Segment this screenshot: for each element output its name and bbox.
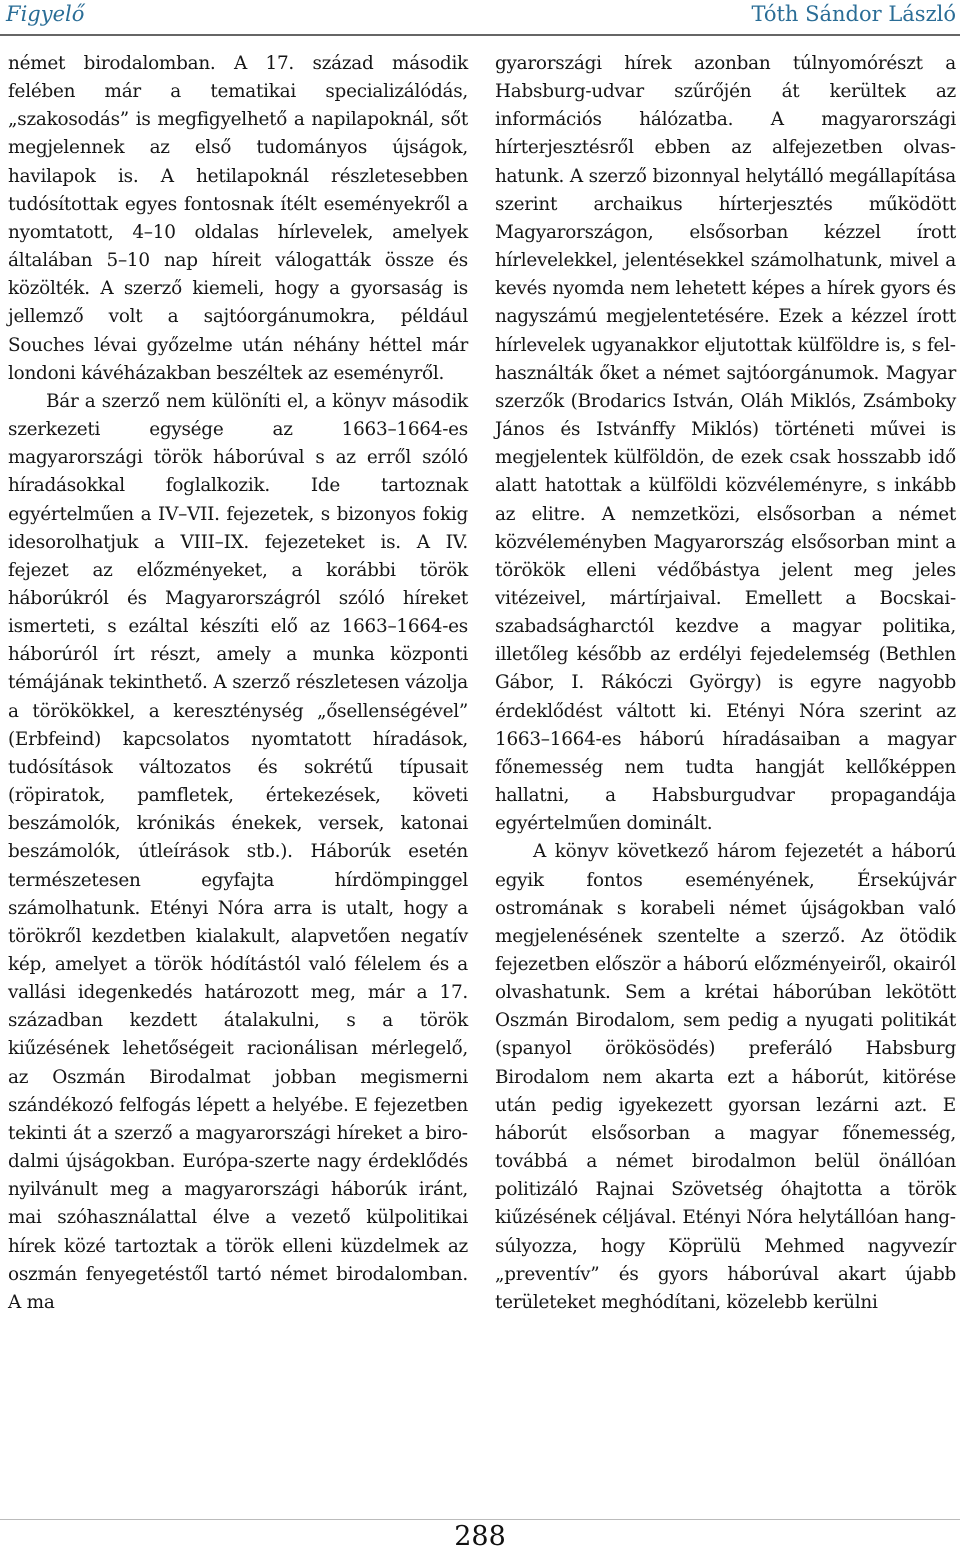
section-title: Figyelő (6, 2, 85, 26)
author-name: Tóth Sándor László (751, 2, 956, 26)
page-header (0, 0, 960, 36)
footer-divider (0, 1519, 960, 1520)
right-paragraph-2: A könyv következő három fejezetét a háború egyik fontos eseményének, Érsekújvár ostromának s korabeli német újságokban való megjelenésének szentelte a szerző. Az ötödik fejezetben először a háború előzményeiről, okairól olvashatunk. Sem a krétai háborúban lekötött Oszmán Birodalom, sem pedig a nyugati politikát (spanyol örökösödés) preferáló Habsburg Birodalom nem akarta ezt a háborút, kitörése után pedig igyekezett gyorsan lezárni azt. E háborút elsősorban a magyar főnemesség, továbbá a német birodalmon belül önállóan politizáló Rajnai Szövetség óhajtotta a török kiűzésének céljával. Etényi Nóra helytállóan hangsúlyozza, hogy Köprülü Mehmed nagyvezír „preventív” és gyors háborúval akart újabb területeket meghódítani, közelebb kerülni (495, 841, 956, 1313)
right-column (495, 50, 956, 1317)
right-paragraph-1: gyarországi hírek azonban túlnyomórészt a Habsburg-udvar szűrőjén át kerültek az információs hálózatba. A magyarországi hírterjesztésről ebben az alfejezetben olvashatunk. A szerző bizonnyal helytálló megállapítása szerint archaikus hírterjesztés működött Magyarországon, elsősorban kézzel írott hírlevelekkel, jelentésekkel számolhatunk, mivel a kevés nyomda nem lehetett képes a hírek gyors és nagyszámú megjelentetésére. Ezek a kézzel írott hírlevelek ugyanakkor eljutottak külföldre is, s felhasználták őket a német sajtóorgánumok. Magyar szerzők (Brodarics István, Oláh Miklós, Zsámboky János és Istvánffy Miklós) történeti művei is megjelentek külföldön, de ezek csak hosszabb idő alatt hatottak a külföldi közvéleményre, s inkább az elitre. A nemzetközi, elsősorban a német közvéleményben Magyarország elsősorban mint a törökök elleni védőbástya jelent meg jeles vitézeivel, mártírjaival. Emellett a Bocskai-szabadságharctól kezdve a magyar politika, illetőleg később az erdélyi fejedelemség (Bethlen Gábor, I. Rákóczi György) is egyre nagyobb érdeklődést váltott ki. Etényi Nóra szerint az 1663–1664-es háború híradásaiban a magyar főnemesség nem tudta hangját kellőképpen hallatni, a Habsburgudvar propagandája egyértelműen dominált. (495, 53, 956, 835)
left-paragraph-1: német birodalomban. A 17. század második felében már a tematikai specializálódás, „szakosodás” is megfigyelhető a napilapoknál, sőt megjelennek az első tudományos újságok, havilapok is. A hetilapoknál részletesebben tudósítottak egyes fontosnak ítélt eseményekről a nyomtatott, 4–10 oldalas hírlevelek, amelyek általában 5–10 nap híreit válogatták össze és közölték. A szerző kiemeli, hogy a gyorsaság is jellemző volt a sajtóorgánumokra, például Souches lévai győzelme után néhány héttel már londoni kávéházakban beszéltek az eseményről. (8, 53, 468, 384)
left-column (8, 50, 468, 1317)
left-paragraph-2: Bár a szerző nem különíti el, a könyv második szerkezeti egysége az 1663–1664-es magyarországi török háborúval s az erről szóló híradásokkal foglalkozik. Ide tartoznak egyértelműen a IV–VII. fejezetek, s bizonyos fokig idesorolhatjuk a VIII–IX. fejezeteket is. A IV. fejezet az előzményeket, a korábbi török háborúkról és Magyarországról szóló híreket ismerteti, s ezáltal készíti elő az 1663–1664-es háborúról írt részt, amely a munka központi témájának tekinthető. A szerző részletesen vázolja a törökökkel, a kereszténység „ősellenségével” (Erbfeind) kapcsolatos nyomtatott híradások, tudósítások változatos és sokrétű típusait (röpiratok, pamfletek, értekezések, követi beszámolók, krónikás énekek, versek, katonai beszámolók, útleírások stb.). Háborúk esetén természetesen egyfajta hírdömpinggel számolhatunk. Etényi Nóra arra is utalt, hogy a törökről kezdetben kialakult, alapvetően negatív kép, amelyet a török hódítástól való félelem és a vallási idegenkedés határozott meg, már a 17. században kezdett átalakulni, s a török kiűzésének lehetőségeit racionálisan mérlegelő, az Oszmán Birodalmat jobban megismerni szándékozó felfogás lépett a helyébe. E fejezetben tekinti át a szerző a magyarországi híreket a birodalmi újságokban. Európa-szerte nagy érdeklődés nyilvánult meg a magyarországi háborúk iránt, mai szóhasználattal élve a vezető külpolitikai hírek közé tartoztak a török elleni küzdelmek az oszmán fenyegetéstől tartó német birodalomban. A ma (8, 390, 468, 1313)
page-number: 288 (454, 1521, 506, 1552)
